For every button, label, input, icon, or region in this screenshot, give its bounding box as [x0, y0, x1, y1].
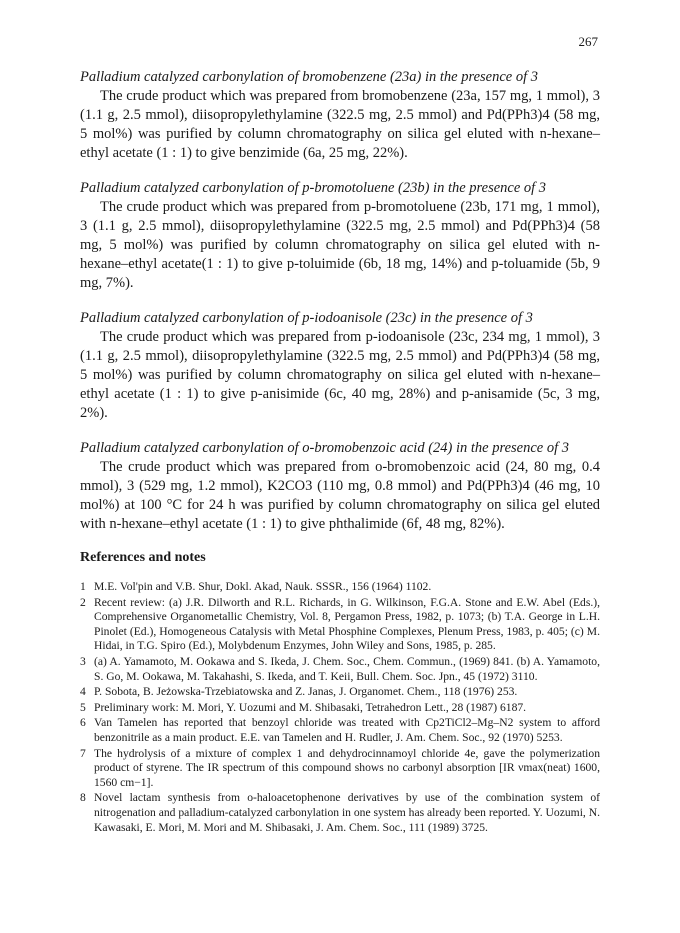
reference-text: The hydrolysis of a mixture of complex 1 and dehydrocinnamoyl chloride 4e, gave the polymerization product of styrene. The IR spectrum of this compound shows no carbonyl absorption [IR νmax(neat) 1600, 1560 cm−1].: [94, 746, 600, 789]
reference-item: [80, 747, 600, 791]
procedure-section: [80, 309, 600, 423]
section-title: Palladium catalyzed carbonylation of o-bromobenzoic acid (24) in the presence of 3: [80, 440, 570, 456]
reference-item: [80, 685, 600, 700]
reference-text: Van Tamelen has reported that benzoyl chloride was treated with Cp2TiCl2–Mg–N2 system to afford benzonitrile as a main product. E.E. van Tamelen and H. Rudler, J. Am. Chem. Soc., 92 (1970) 5253.: [94, 716, 600, 744]
reference-text: P. Sobota, B. Jeżowska-Trzebiatowska and Z. Janas, J. Organomet. Chem., 118 (1976) 253.: [94, 685, 518, 699]
reference-number: 8: [80, 791, 86, 805]
reference-item: [80, 701, 600, 716]
reference-text: M.E. Vol'pin and V.B. Shur, Dokl. Akad, Nauk. SSSR., 156 (1964) 1102.: [94, 580, 432, 593]
reference-number: 3: [80, 654, 86, 668]
section-body: The crude product which was prepared from p-bromotoluene (23b, 171 mg, 1 mmol), 3 (1.1 g, 2.5 mmol), diisopropylethylamine (322.5 mg, 2.5 mmol) and Pd(PPh3)4 (58 mg, 5 mol%) was purified by column chromatography on silica gel eluted with n-hexane–ethyl acetate(1 : 1) to give p-toluimide (6b, 18 mg, 14%) and p-toluamide (5b, 9 mg, 7%).: [80, 199, 600, 291]
procedure-section: [80, 439, 600, 534]
reference-item: [80, 716, 600, 745]
procedure-section: [80, 179, 600, 293]
section-title: Palladium catalyzed carbonylation of bromobenzene (23a) in the presence of 3: [80, 69, 538, 85]
reference-item: [80, 596, 600, 654]
page-number: 267: [578, 34, 598, 49]
section-body: The crude product which was prepared from bromobenzene (23a, 157 mg, 1 mmol), 3 (1.1 g, 2.5 mmol), diisopropylethylamine (322.5 mg, 2.5 mmol) and Pd(PPh3)4 (58 mg, 5 mol%) was purified by column chromatography on silica gel eluted with n-hexane–ethyl acetate (1 : 1) to give benzimide (6a, 25 mg, 22%).: [80, 88, 600, 161]
reference-number: 2: [80, 595, 86, 609]
references-list: [80, 580, 600, 835]
section-body: The crude product which was prepared from p-iodoanisole (23c, 234 mg, 1 mmol), 3 (1.1 g, 2.5 mmol), diisopropylethylamine (322.5 mg, 2.5 mmol) and Pd(PPh3)4 (58 mg, 5 mol%) was purified by column chromatography on silica gel eluted with n-hexane–ethyl acetate (1 : 1) to give p-anisimide (6c, 40 mg, 28%) and p-anisamide (5c, 3 mg, 2%).: [80, 329, 600, 421]
reference-number: 5: [80, 700, 86, 714]
reference-text: Preliminary work: M. Mori, Y. Uozumi and M. Shibasaki, Tetrahedron Lett., 28 (1987) 6187.: [94, 700, 527, 714]
page-content: [80, 68, 600, 836]
section-title: Palladium catalyzed carbonylation of p-bromotoluene (23b) in the presence of 3: [80, 180, 547, 196]
reference-text: Novel lactam synthesis from o-haloacetophenone derivatives by use of the combination system of nitrogenation and palladium-catalyzed carbonylation in one system has already been reported. Y. Uozumi, N. Kawasaki, E. Mori, M. Mori and M. Shibasaki, J. Am. Chem. Soc., 111 (1989) 3725.: [94, 791, 600, 834]
references-heading: References and notes: [80, 550, 206, 565]
reference-item: [80, 655, 600, 684]
reference-number: 1: [80, 580, 86, 593]
procedure-section: [80, 68, 600, 163]
reference-item: [80, 791, 600, 835]
reference-number: 7: [80, 746, 86, 760]
section-title: Palladium catalyzed carbonylation of p-iodoanisole (23c) in the presence of 3: [80, 310, 533, 326]
reference-number: 6: [80, 716, 86, 730]
reference-item: [80, 580, 600, 595]
section-body: The crude product which was prepared from o-bromobenzoic acid (24, 80 mg, 0.4 mmol), 3 (529 mg, 1.2 mmol), K2CO3 (110 mg, 0.8 mmol) and Pd(PPh3)4 (46 mg, 10 mol%) at 100 °C for 24 h was purified by column chromatography on silica gel eluted with n-hexane–ethyl acetate (1 : 1) to give phthalimide (6f, 48 mg, 82%).: [80, 459, 600, 532]
reference-text: Recent review: (a) J.R. Dilworth and R.L. Richards, in G. Wilkinson, F.G.A. Stone and E.W. Abel (Eds.), Comprehensive Organometallic Chemistry, Vol. 8, Pergamon Press, 1982, p. 1073; (b) T.A. George in L.H. Pinolet (Ed.), Homogeneous Catalysis with Metal Phosphine Complexes, Plenum Press, 1983, p. 405; (c) M. Hidai, in T.G. Spiro (Ed.), Molybdenum Enzymes, John Wiley and Sons, 1985, p. 285.: [94, 595, 600, 653]
reference-text: (a) A. Yamamoto, M. Ookawa and S. Ikeda, J. Chem. Soc., Chem. Commun., (1969) 841. (b) A. Yamamoto, S. Go, M. Ookawa, M. Takahashi, S. Ikeda, and T. Keii, Bull. Chem. Soc. Jpn., 45 (1972) 3110.: [94, 654, 600, 683]
reference-number: 4: [80, 685, 86, 699]
